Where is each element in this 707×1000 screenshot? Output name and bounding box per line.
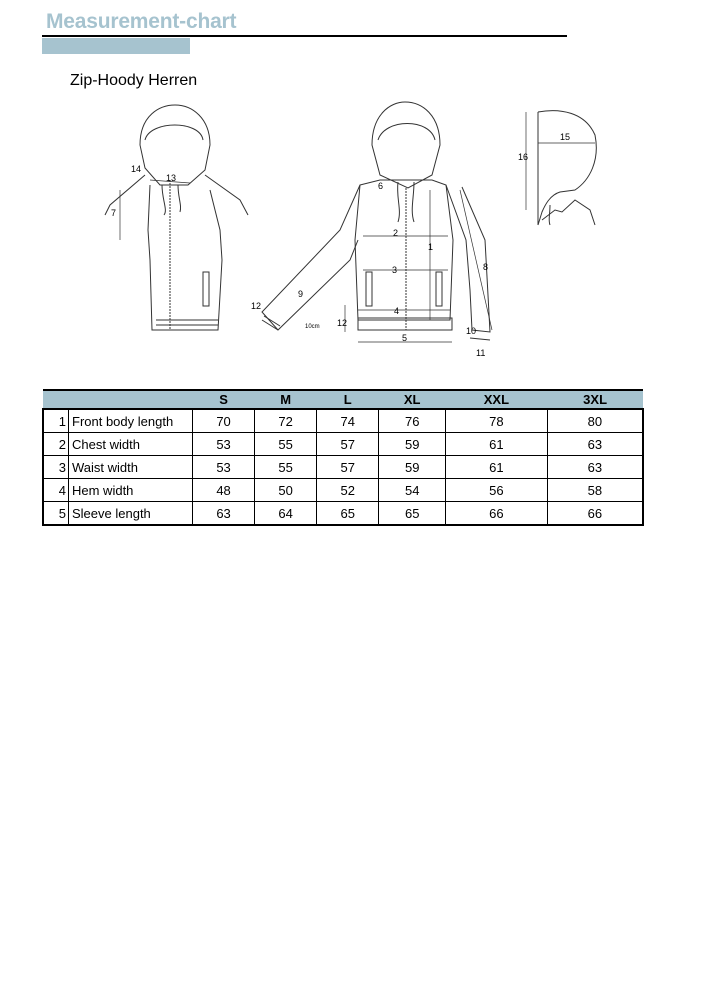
hood-side-view (526, 111, 596, 225)
diagram-label-1: 1 (428, 242, 434, 252)
row-label: Waist width (69, 456, 193, 479)
size-header-s: S (193, 390, 255, 409)
row-label: Front body length (69, 409, 193, 433)
table-row (43, 433, 643, 456)
table-cell: 58 (547, 479, 643, 502)
table-cell: 80 (547, 409, 643, 433)
size-table (42, 389, 644, 526)
garment-technical-drawing (0, 95, 707, 365)
size-header-m: M (255, 390, 317, 409)
table-cell: 61 (446, 456, 548, 479)
table-cell: 56 (446, 479, 548, 502)
header-label-cell (69, 390, 193, 409)
diagram-label-13: 13 (166, 173, 177, 183)
table-cell: 52 (317, 479, 379, 502)
row-label: Hem width (69, 479, 193, 502)
table-cell: 53 (193, 456, 255, 479)
row-number: 4 (43, 479, 69, 502)
table-cell: 53 (193, 433, 255, 456)
table-row (43, 479, 643, 502)
diagram-label-7: 7 (111, 208, 117, 218)
diagram-label-5: 5 (402, 333, 408, 343)
diagram-label-11: 11 (476, 348, 486, 358)
product-name: Zip-Hoody Herren (70, 72, 198, 89)
table-cell: 72 (255, 409, 317, 433)
size-header-xxl: XXL (446, 390, 548, 409)
diagram-label-10cm: 10cm (305, 324, 320, 330)
table-cell: 63 (547, 433, 643, 456)
table-cell: 59 (379, 433, 446, 456)
size-header-row (43, 390, 643, 409)
size-header-xl: XL (379, 390, 446, 409)
diagram-label-15: 15 (560, 132, 571, 142)
diagram-label-14: 14 (131, 164, 142, 174)
diagram-label-9: 9 (298, 289, 304, 299)
header-rule (42, 35, 567, 37)
side-view-hoodie (105, 105, 248, 330)
table-cell: 65 (379, 502, 446, 526)
table-cell: 74 (317, 409, 379, 433)
row-number: 3 (43, 456, 69, 479)
table-cell: 66 (446, 502, 548, 526)
table-row (43, 502, 643, 526)
diagram-label-4: 4 (394, 306, 400, 316)
table-cell: 48 (193, 479, 255, 502)
table-cell: 57 (317, 456, 379, 479)
table-cell: 50 (255, 479, 317, 502)
table-cell: 63 (193, 502, 255, 526)
table-cell: 55 (255, 456, 317, 479)
table-cell: 65 (317, 502, 379, 526)
table-cell: 57 (317, 433, 379, 456)
table-row (43, 456, 643, 479)
table-cell: 63 (547, 456, 643, 479)
diagram-label-12-cuff: 12 (251, 301, 262, 311)
diagram-label-16: 16 (518, 152, 529, 162)
row-number: 5 (43, 502, 69, 526)
table-cell: 59 (379, 456, 446, 479)
diagram-label-8: 8 (483, 262, 489, 272)
page-title: Measurement-chart (46, 10, 237, 33)
diagram-label-2: 2 (393, 228, 399, 238)
table-cell: 61 (446, 433, 548, 456)
header-num-cell (43, 390, 69, 409)
table-cell: 64 (255, 502, 317, 526)
diagram-label-3: 3 (392, 265, 398, 275)
table-cell: 55 (255, 433, 317, 456)
size-header-3xl: 3XL (547, 390, 643, 409)
row-label: Chest width (69, 433, 193, 456)
row-label: Sleeve length (69, 502, 193, 526)
table-cell: 76 (379, 409, 446, 433)
table-row (43, 409, 643, 433)
diagram-label-10: 10 (466, 326, 477, 336)
diagram-label-12-hem: 12 (337, 318, 348, 328)
table-cell: 78 (446, 409, 548, 433)
diagram-label-6: 6 (378, 181, 384, 191)
row-number: 2 (43, 433, 69, 456)
table-cell: 70 (193, 409, 255, 433)
row-number: 1 (43, 409, 69, 433)
front-view-hoodie (262, 102, 492, 342)
table-cell: 66 (547, 502, 643, 526)
size-header-l: L (317, 390, 379, 409)
header-accent-bar (42, 38, 190, 54)
table-cell: 54 (379, 479, 446, 502)
